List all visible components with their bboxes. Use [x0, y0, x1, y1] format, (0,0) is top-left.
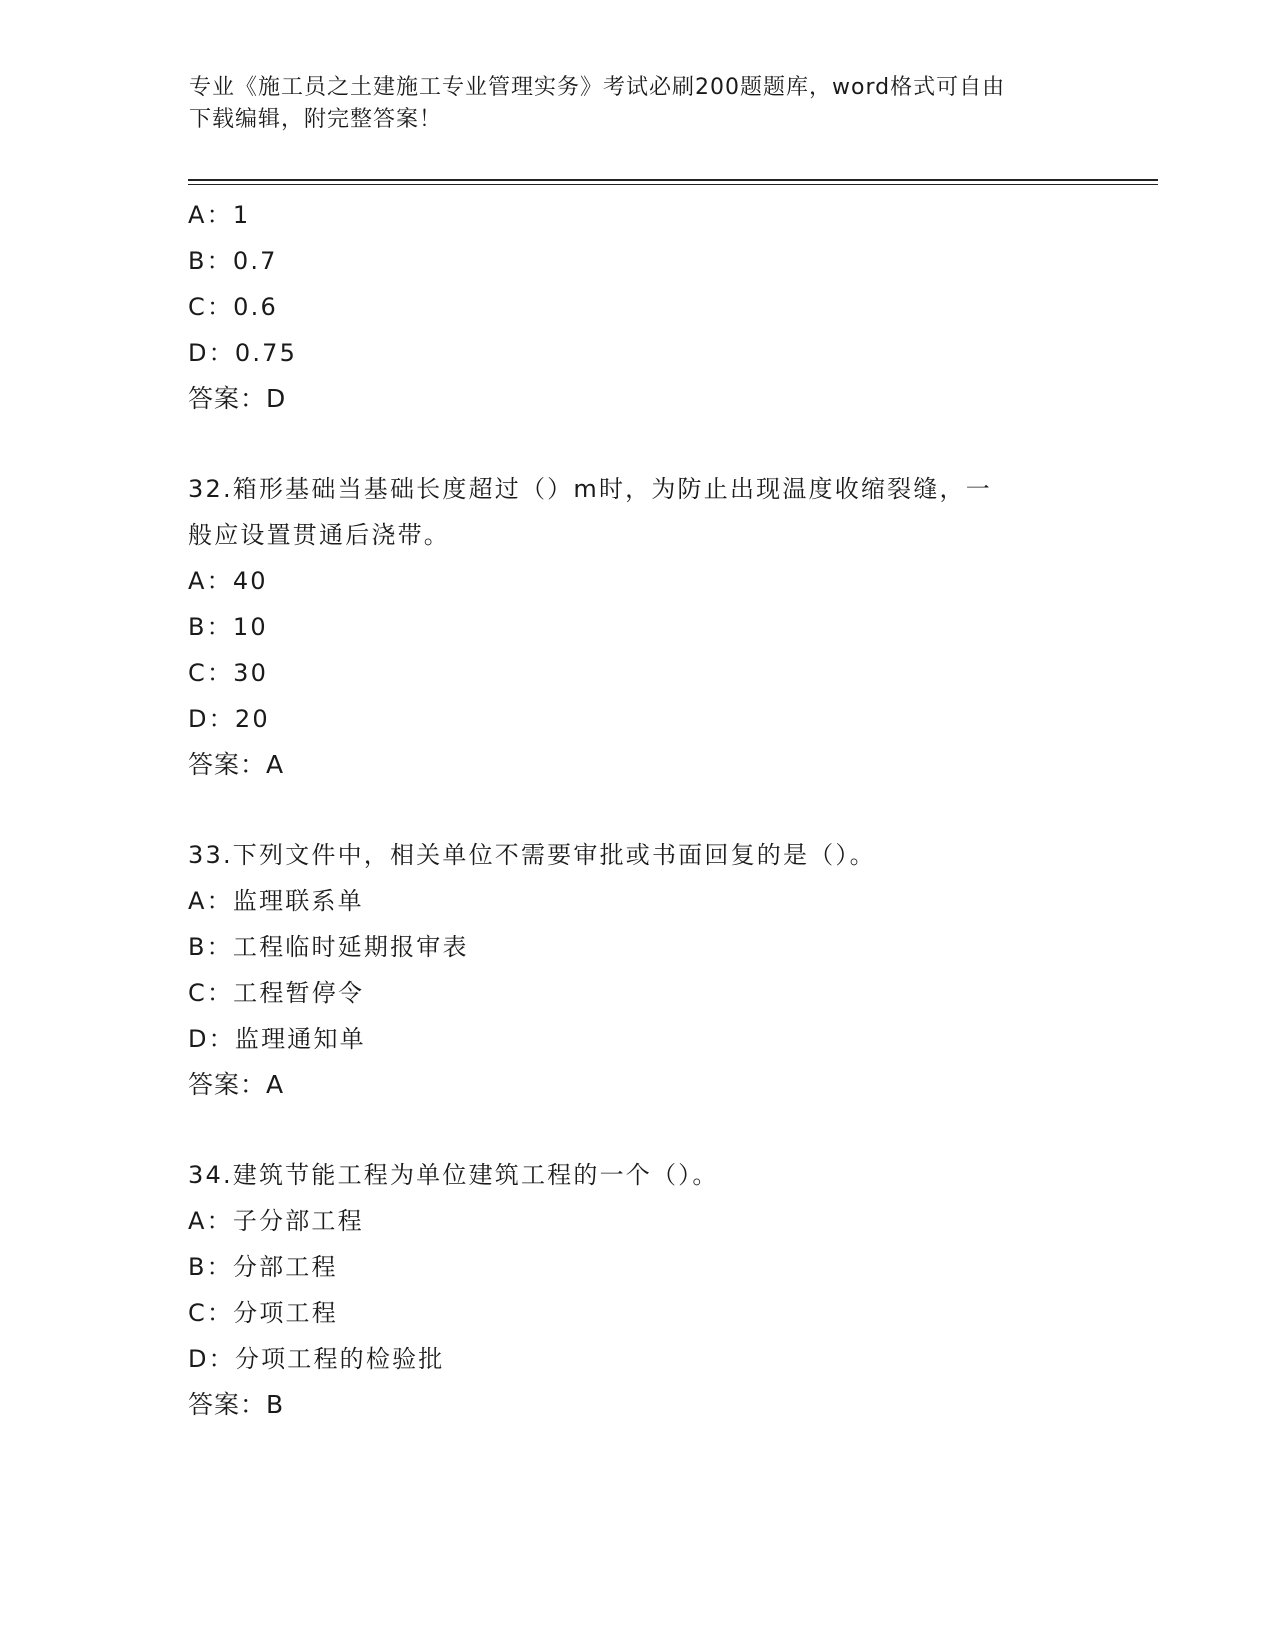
- option-d: D：20: [188, 705, 270, 733]
- option-d: D：监理通知单: [188, 1025, 366, 1053]
- option-c: C：分项工程: [188, 1299, 338, 1327]
- option-a: A：子分部工程: [188, 1207, 364, 1235]
- answer: 答案：A: [188, 750, 285, 779]
- question-spacer: [188, 788, 1088, 832]
- question-33: [188, 832, 1088, 1108]
- question-32: [188, 466, 1088, 788]
- option-b: B：0.7: [188, 247, 278, 275]
- option-d: D：0.75: [188, 339, 298, 367]
- option-b: B：10: [188, 613, 268, 641]
- option-b: B：分部工程: [188, 1253, 338, 1281]
- question-spacer: [188, 1108, 1088, 1152]
- question-34: [188, 1152, 1088, 1428]
- option-a: A：监理联系单: [188, 887, 364, 915]
- option-c: C：30: [188, 659, 269, 687]
- question-31: [188, 192, 1088, 422]
- question-stem: 33.下列文件中，相关单位不需要审批或书面回复的是（）。: [188, 841, 876, 869]
- option-b: B：工程临时延期报审表: [188, 933, 469, 961]
- answer: 答案：B: [188, 1390, 285, 1419]
- question-stem-continued: 般应设置贯通后浇带。: [188, 521, 450, 549]
- answer: 答案：D: [188, 384, 287, 413]
- option-d: D：分项工程的检验批: [188, 1345, 445, 1373]
- header-title-line-2: 下载编辑，附完整答案！: [189, 107, 443, 132]
- header-divider: [188, 179, 1158, 185]
- question-spacer: [188, 422, 1088, 466]
- question-stem: 34.建筑节能工程为单位建筑工程的一个（）。: [188, 1161, 719, 1189]
- header-title-line-1: 专业《施工员之土建施工专业管理实务》考试必刷200题题库，word格式可自由: [189, 75, 1006, 100]
- document-header: [189, 72, 1089, 136]
- option-a: A：40: [188, 567, 268, 595]
- question-list: [188, 192, 1088, 1428]
- option-c: C：工程暂停令: [188, 979, 365, 1007]
- answer: 答案：A: [188, 1070, 285, 1099]
- question-stem: 32.箱形基础当基础长度超过（）m时，为防止出现温度收缩裂缝，一: [188, 475, 992, 503]
- option-a: A：1: [188, 201, 251, 229]
- option-c: C：0.6: [188, 293, 278, 321]
